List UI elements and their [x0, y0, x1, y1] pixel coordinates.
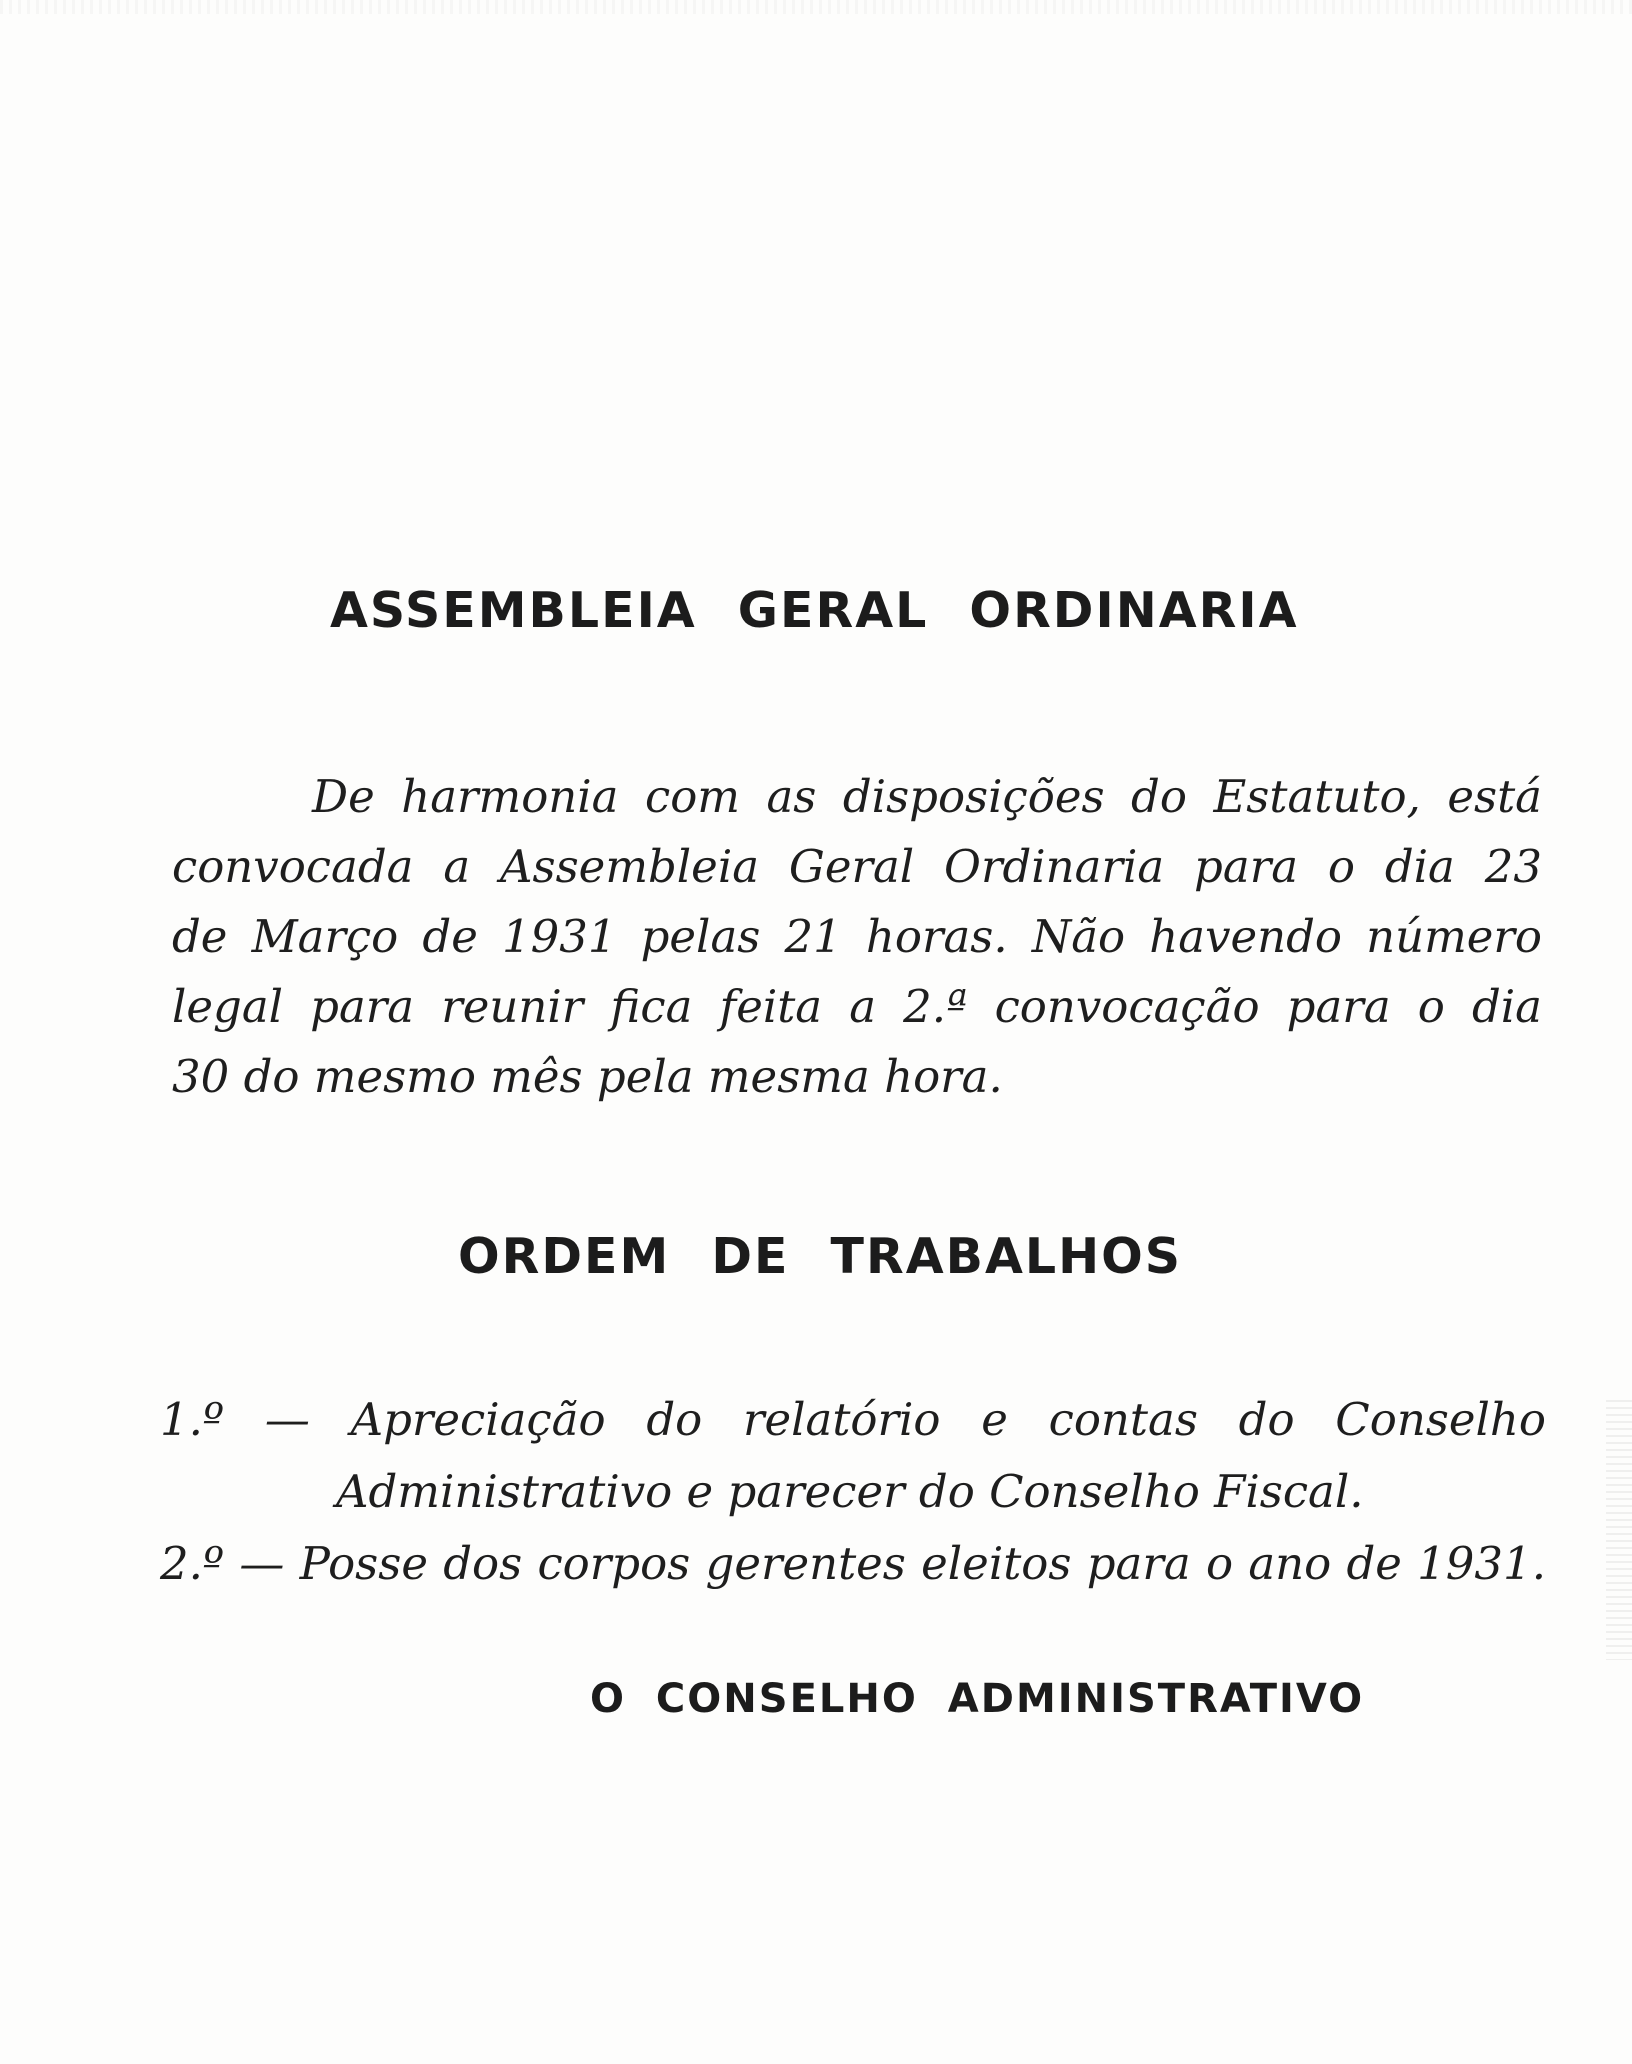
scan-edge-top — [0, 0, 1632, 14]
paragraph-line: legal para reunir fica feita a 2.ª convocação para o dia — [172, 980, 1542, 1033]
paragraph-line: 30 do mesmo mês pela mesma hora. — [172, 1050, 1003, 1103]
scan-edge-right — [1606, 1400, 1632, 1660]
paragraph-line: convocada a Assembleia Geral Ordinaria para o dia 23 — [172, 840, 1542, 893]
paragraph-line: De harmonia com as disposições do Estatuto, está — [312, 770, 1542, 823]
agenda-item: 2.º — Posse dos corpos gerentes eleitos para o ano de 1931. — [160, 1537, 1546, 1590]
agenda-list — [160, 1384, 1546, 1600]
document-title: ASSEMBLEIA GERAL ORDINARIA — [330, 582, 1299, 639]
convocation-paragraph — [172, 762, 1542, 1112]
agenda-item: 1.º — Apreciação do relatório e contas do Conselho — [160, 1393, 1546, 1446]
agenda-item-continuation: Administrativo e parecer do Conselho Fiscal. — [336, 1465, 1364, 1518]
paragraph-line: de Março de 1931 pelas 21 horas. Não havendo número — [172, 910, 1542, 963]
agenda-title: ORDEM DE TRABALHOS — [458, 1228, 1183, 1285]
signature: O CONSELHO ADMINISTRATIVO — [590, 1676, 1365, 1722]
